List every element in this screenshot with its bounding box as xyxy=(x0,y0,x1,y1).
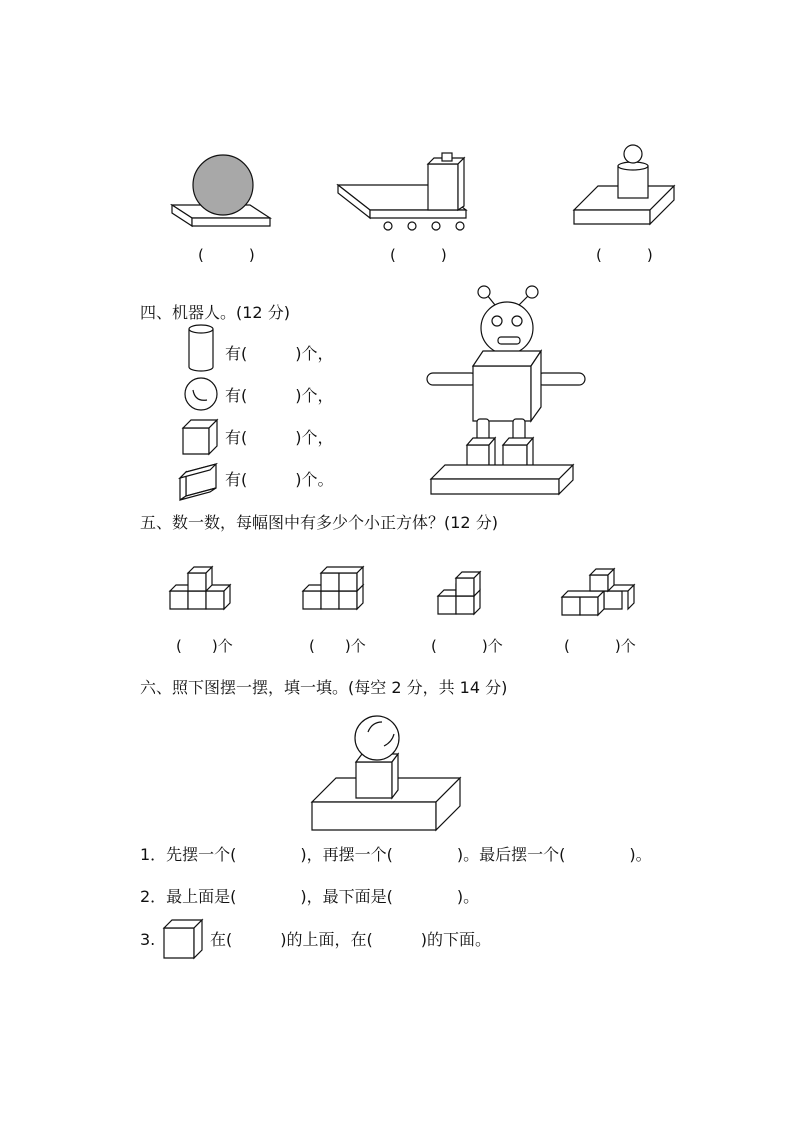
answer-blank-2[interactable]: ( ) xyxy=(390,246,447,264)
question-3: 在( )的上面，在( )的下面。 xyxy=(210,930,491,949)
cube-group-3 xyxy=(436,568,496,620)
cube-group-1 xyxy=(168,563,243,615)
cube-icon xyxy=(181,418,221,458)
robot-figure xyxy=(425,283,585,498)
cube-icon xyxy=(162,918,208,962)
cuboid-count: 有( )个。 xyxy=(225,470,334,489)
section4-title: 四、机器人。(12 分) xyxy=(140,303,290,322)
sphere-icon xyxy=(183,376,223,416)
count-answer-2[interactable]: ( )个 xyxy=(309,637,366,655)
question-2: 2．最上面是( )，最下面是( )。 xyxy=(140,887,480,906)
count-answer-1[interactable]: ( )个 xyxy=(176,637,233,655)
answer-blank-3[interactable]: ( ) xyxy=(596,246,653,264)
section6-title: 六、照下图摆一摆，填一填。(每空 2 分，共 14 分) xyxy=(140,678,508,697)
cylinder-count: 有( )个， xyxy=(225,344,334,363)
cube-group-4 xyxy=(560,565,642,617)
answer-blank-1[interactable]: ( ) xyxy=(198,246,255,264)
cuboid-icon xyxy=(178,460,222,502)
cube-count: 有( )个， xyxy=(225,428,334,447)
question-3-number: 3. xyxy=(140,930,156,949)
count-answer-3[interactable]: ( )个 xyxy=(431,637,503,655)
section5-title: 五、数一数，每幅图中有多少个小正方体？(12 分) xyxy=(140,513,498,532)
count-answer-4[interactable]: ( )个 xyxy=(564,637,636,655)
stack-figure xyxy=(310,712,465,834)
figure-cart-with-box xyxy=(336,150,476,235)
question-1: 1．先摆一个( )，再摆一个( )。最后摆一个( )。 xyxy=(140,845,652,864)
cube-group-2 xyxy=(301,563,376,615)
cylinder-icon xyxy=(187,323,217,373)
sphere-count: 有( )个， xyxy=(225,386,334,405)
figure-cylinder-on-block xyxy=(570,140,680,230)
figure-ball-on-board xyxy=(170,150,280,235)
